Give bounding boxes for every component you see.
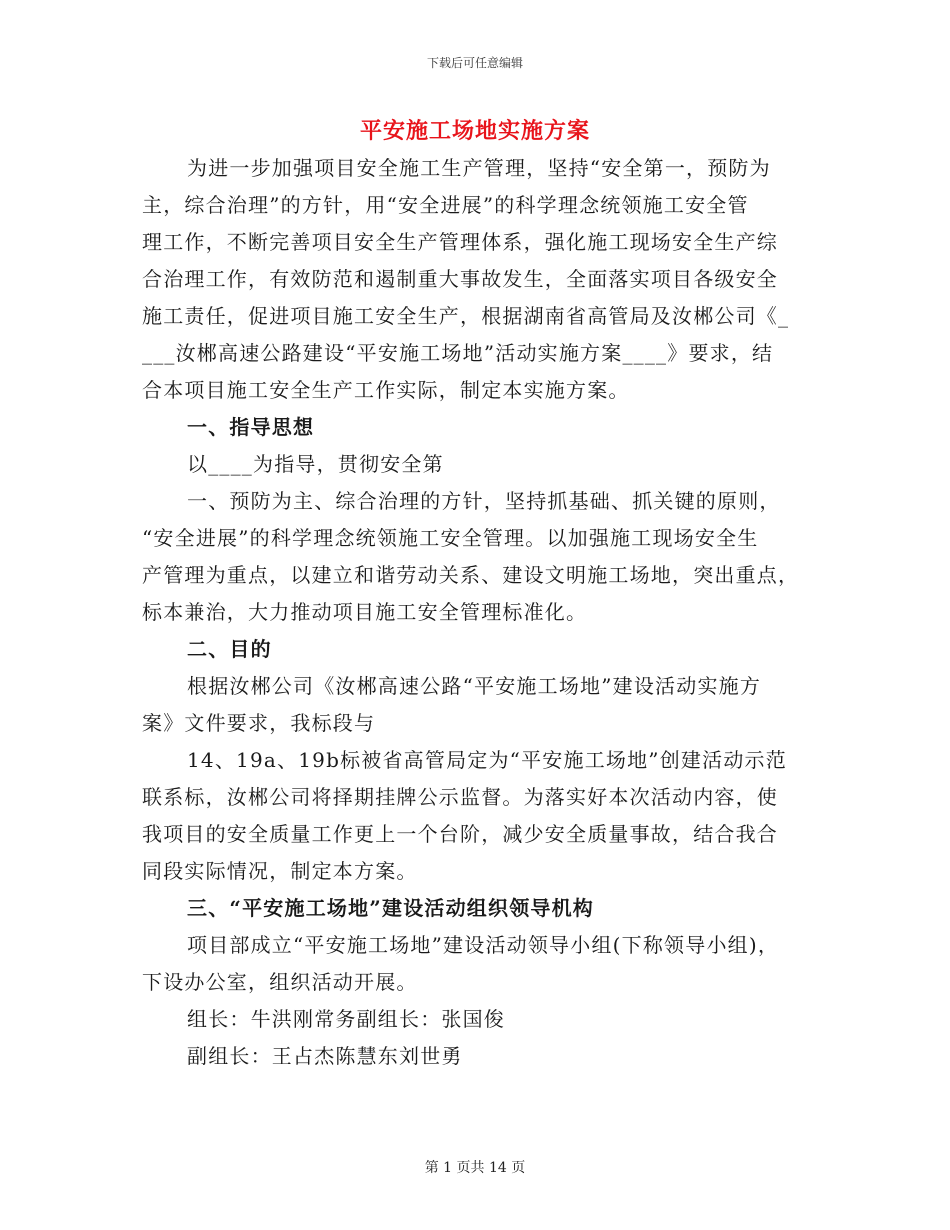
header-note: 下载后可任意编辑 — [426, 56, 523, 70]
paragraph-line: 一、预防为主、综合治理的方针，坚持抓基础、抓关键的原则， — [187, 489, 781, 513]
paragraph-line: 以____为指导，贯彻安全第 — [187, 452, 444, 476]
section-heading: 二、目的 — [187, 637, 272, 661]
section-heading: 一、指导思想 — [187, 415, 315, 439]
paragraph-line: 项目部成立“平安施工场地”建设活动领导小组(下称领导小组)， — [187, 933, 780, 957]
paragraph-line: 下设办公室，组织活动开展。 — [142, 970, 418, 994]
section-heading: 三、“平安施工场地”建设活动组织领导机构 — [187, 896, 595, 920]
paragraph-line: ___汝郴高速公路建设“平安施工场地”活动实施方案____》要求，结 — [142, 341, 774, 365]
paragraph-line: 主，综合治理”的方针，用“安全进展”的科学理念统领施工安全管 — [142, 193, 749, 217]
paragraph-line: 理工作，不断完善项目安全生产管理体系，强化施工现场安全生产综 — [142, 230, 778, 254]
paragraph-line: 为进一步加强项目安全施工生产管理，坚持“安全第一，预防为 — [187, 156, 771, 180]
paragraph-line: 产管理为重点，以建立和谐劳动关系、建设文明施工场地，突出重点， — [142, 563, 800, 587]
page-indicator: 第 1 页共 14 页 — [424, 1160, 526, 1176]
paragraph-line: 我项目的安全质量工作更上一个台阶，减少安全质量事故，结合我合 — [142, 822, 778, 846]
paragraph-line: 同段实际情况，制定本方案。 — [142, 859, 418, 883]
paragraph-line: 组长：牛洪刚常务副组长：张国俊 — [187, 1007, 505, 1031]
paragraph-line: “安全进展”的科学理念统领施工安全管理。以加强施工现场安全生 — [142, 526, 759, 550]
paragraph-line: 施工责任，促进项目施工安全生产，根据湖南省高管局及汝郴公司《_ — [142, 304, 790, 328]
paragraph-line: 14、19a、19b标被省高管局定为“平安施工场地”创建活动示范 — [187, 748, 787, 772]
paragraph-line: 案》文件要求，我标段与 — [142, 711, 376, 735]
paragraph-line: 合治理工作，有效防范和遏制重大事故发生，全面落实项目各级安全 — [142, 267, 778, 291]
document-title: 平安施工场地实施方案 — [359, 118, 590, 144]
paragraph-line: 合本项目施工安全生产工作实际，制定本实施方案。 — [142, 378, 630, 402]
paragraph-line: 副组长：王占杰陈慧东刘世勇 — [187, 1044, 463, 1068]
paragraph-line: 根据汝郴公司《汝郴高速公路“平安施工场地”建设活动实施方 — [187, 674, 762, 698]
paragraph-line: 联系标，汝郴公司将择期挂牌公示监督。为落实好本次活动内容，使 — [142, 785, 778, 809]
document-body — [142, 150, 810, 1075]
paragraph-line: 标本兼治，大力推动项目施工安全管理标准化。 — [142, 600, 588, 624]
